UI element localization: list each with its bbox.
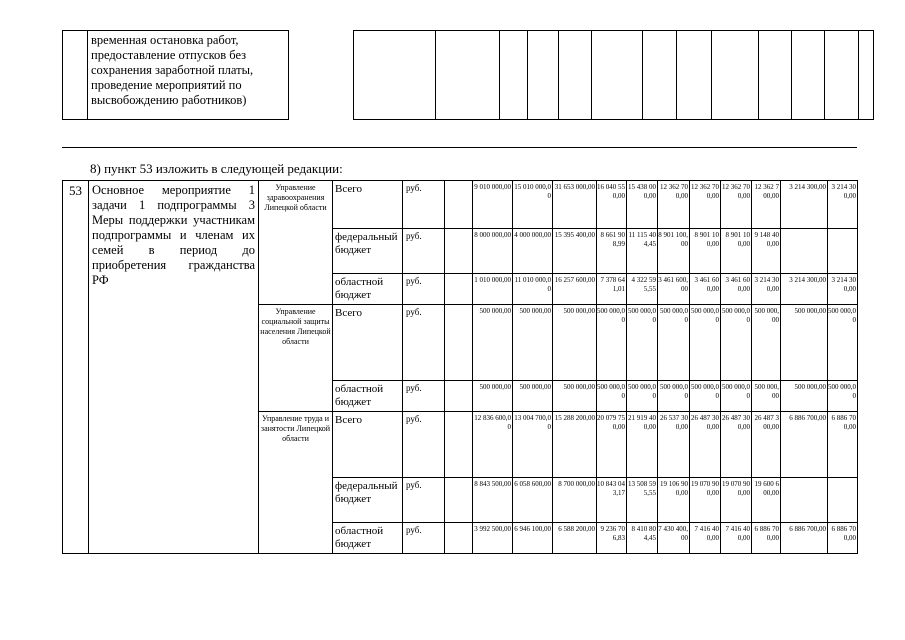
funding-source: федеральный бюджет bbox=[333, 478, 403, 523]
table-cell bbox=[825, 31, 859, 120]
amount-cell: 7 430 400,00 bbox=[658, 523, 690, 554]
table-cell bbox=[759, 31, 792, 120]
amount-cell: 13 508 595,55 bbox=[627, 478, 658, 523]
amount-cell: 15 438 000,00 bbox=[627, 181, 658, 229]
executor-name: Управление труда и занятости Липецкой области bbox=[259, 412, 333, 554]
amount-cell: 15 395 400,00 bbox=[553, 229, 597, 274]
amount-cell: 6 886 700,00 bbox=[752, 523, 781, 554]
unit-cell: руб. bbox=[403, 478, 445, 523]
amount-cell: 26 487 300,00 bbox=[721, 412, 752, 478]
amount-cell: 26 487 300,00 bbox=[690, 412, 721, 478]
table-cell bbox=[559, 31, 592, 120]
amount-cell: 26 537 300,00 bbox=[658, 412, 690, 478]
amount-cell: 500 000,00 bbox=[473, 305, 513, 381]
empty-cell bbox=[445, 181, 473, 229]
amount-cell: 13 004 700,00 bbox=[513, 412, 553, 478]
unit-cell: руб. bbox=[403, 523, 445, 554]
previous-table-fragment bbox=[62, 30, 874, 120]
funding-source: Всего bbox=[333, 305, 403, 381]
amount-cell: 20 079 750,00 bbox=[597, 412, 627, 478]
amount-cell: 8 901 100,00 bbox=[721, 229, 752, 274]
unit-cell: руб. bbox=[403, 181, 445, 229]
empty-cell bbox=[445, 523, 473, 554]
amount-cell: 3 461 600,00 bbox=[658, 274, 690, 305]
amount-cell: 12 362 700,00 bbox=[658, 181, 690, 229]
amount-cell: 26 487 300,00 bbox=[752, 412, 781, 478]
amount-cell: 16 257 600,00 bbox=[553, 274, 597, 305]
amount-cell: 3 214 300,00 bbox=[752, 274, 781, 305]
unit-cell: руб. bbox=[403, 274, 445, 305]
amount-cell: 500 000,00 bbox=[627, 305, 658, 381]
amount-cell: 500 000,00 bbox=[828, 305, 858, 381]
amount-cell: 500 000,00 bbox=[781, 381, 828, 412]
amount-cell: 500 000,00 bbox=[752, 305, 781, 381]
table-cell bbox=[354, 31, 436, 120]
amount-cell: 12 362 700,00 bbox=[752, 181, 781, 229]
amount-cell: 15 288 200,00 bbox=[553, 412, 597, 478]
amount-cell: 19 600 600,00 bbox=[752, 478, 781, 523]
amount-cell: 6 946 100,00 bbox=[513, 523, 553, 554]
amount-cell: 500 000,00 bbox=[690, 381, 721, 412]
amount-cell: 8 901 100,00 bbox=[690, 229, 721, 274]
amount-cell: 3 461 600,00 bbox=[721, 274, 752, 305]
amount-cell: 6 058 600,00 bbox=[513, 478, 553, 523]
table-cell bbox=[677, 31, 712, 120]
amount-cell: 8 000 000,00 bbox=[473, 229, 513, 274]
amount-cell: 500 000,00 bbox=[658, 305, 690, 381]
amount-cell: 12 362 700,00 bbox=[690, 181, 721, 229]
unit-cell: руб. bbox=[403, 229, 445, 274]
table-cell bbox=[528, 31, 559, 120]
amount-cell: 500 000,00 bbox=[627, 381, 658, 412]
amount-cell: 19 070 900,00 bbox=[690, 478, 721, 523]
amount-cell: 3 992 500,00 bbox=[473, 523, 513, 554]
amount-cell bbox=[828, 478, 858, 523]
amount-cell: 1 010 000,00 bbox=[473, 274, 513, 305]
table-cell bbox=[643, 31, 677, 120]
amount-cell: 12 362 700,00 bbox=[721, 181, 752, 229]
amount-cell: 500 000,00 bbox=[721, 381, 752, 412]
amount-cell: 500 000,00 bbox=[597, 305, 627, 381]
amount-cell: 3 214 300,00 bbox=[781, 274, 828, 305]
amount-cell: 12 836 600,00 bbox=[473, 412, 513, 478]
amount-cell: 21 919 400,00 bbox=[627, 412, 658, 478]
amount-cell bbox=[781, 478, 828, 523]
executor-name: Управление социальной защиты населения Липецкой области bbox=[259, 305, 333, 412]
amount-cell: 19 106 900,00 bbox=[658, 478, 690, 523]
table-row bbox=[63, 31, 874, 120]
amount-cell: 4 000 000,00 bbox=[513, 229, 553, 274]
amount-cell: 3 214 300,00 bbox=[781, 181, 828, 229]
funding-source: областной бюджет bbox=[333, 274, 403, 305]
table-cell bbox=[592, 31, 643, 120]
measure-table bbox=[62, 180, 858, 554]
funding-source: федеральный бюджет bbox=[333, 229, 403, 274]
empty-cell bbox=[445, 274, 473, 305]
table-cell bbox=[88, 31, 289, 120]
amount-cell: 6 886 700,00 bbox=[781, 412, 828, 478]
amount-cell: 6 886 700,00 bbox=[781, 523, 828, 554]
amount-cell: 500 000,00 bbox=[553, 381, 597, 412]
amount-cell: 11 115 404,45 bbox=[627, 229, 658, 274]
amount-cell: 7 416 400,00 bbox=[721, 523, 752, 554]
amount-cell: 8 661 908,99 bbox=[597, 229, 627, 274]
amount-cell: 6 588 200,00 bbox=[553, 523, 597, 554]
funding-source: Всего bbox=[333, 412, 403, 478]
amount-cell: 16 040 550,00 bbox=[597, 181, 627, 229]
table-gap bbox=[289, 31, 354, 120]
amount-cell: 500 000,00 bbox=[597, 381, 627, 412]
divider-line bbox=[62, 147, 857, 148]
fragment-text: временная остановка работ, предоставление отпусков без сохранения заработной платы, проведение мероприятий по высвобождению работников) bbox=[91, 33, 254, 107]
amount-cell: 9 148 400,00 bbox=[752, 229, 781, 274]
amount-cell: 4 322 595,55 bbox=[627, 274, 658, 305]
funding-source: областной бюджет bbox=[333, 523, 403, 554]
amount-cell: 3 461 600,00 bbox=[690, 274, 721, 305]
amount-cell: 3 214 300,00 bbox=[828, 181, 858, 229]
amount-cell: 500 000,00 bbox=[828, 381, 858, 412]
empty-cell bbox=[445, 478, 473, 523]
amount-cell: 31 653 000,00 bbox=[553, 181, 597, 229]
amount-cell: 500 000,00 bbox=[513, 381, 553, 412]
amount-cell: 8 700 000,00 bbox=[553, 478, 597, 523]
amount-cell: 8 410 804,45 bbox=[627, 523, 658, 554]
amount-cell: 7 378 641,01 bbox=[597, 274, 627, 305]
amount-cell: 9 010 000,00 bbox=[473, 181, 513, 229]
amount-cell: 500 000,00 bbox=[721, 305, 752, 381]
amount-cell: 9 236 706,83 bbox=[597, 523, 627, 554]
empty-cell bbox=[445, 305, 473, 381]
amount-cell: 6 886 700,00 bbox=[828, 412, 858, 478]
amount-cell: 500 000,00 bbox=[752, 381, 781, 412]
amount-cell: 8 901 100,00 bbox=[658, 229, 690, 274]
amendment-intro: 8) пункт 53 изложить в следующей редакции: bbox=[90, 161, 343, 176]
table-cell bbox=[712, 31, 759, 120]
executor-name: Управление здравоохранения Липецкой области bbox=[259, 181, 333, 305]
measure-name: Основное мероприятие 1 задачи 1 подпрограммы 3 Меры поддержки участникам подпрограммы и членам их семей в период до приобретения гражданства РФ bbox=[89, 181, 259, 554]
amount-cell: 500 000,00 bbox=[690, 305, 721, 381]
amount-cell: 7 416 400,00 bbox=[690, 523, 721, 554]
empty-cell bbox=[445, 412, 473, 478]
table-cell bbox=[63, 31, 88, 120]
empty-cell bbox=[445, 229, 473, 274]
unit-cell: руб. bbox=[403, 412, 445, 478]
amount-cell: 500 000,00 bbox=[781, 305, 828, 381]
funding-source: областной бюджет bbox=[333, 381, 403, 412]
amount-cell bbox=[781, 229, 828, 274]
amount-cell: 3 214 300,00 bbox=[828, 274, 858, 305]
amount-cell: 500 000,00 bbox=[658, 381, 690, 412]
amount-cell: 10 843 043,17 bbox=[597, 478, 627, 523]
amount-cell: 500 000,00 bbox=[513, 305, 553, 381]
unit-cell: руб. bbox=[403, 381, 445, 412]
table-cell bbox=[500, 31, 528, 120]
empty-cell bbox=[445, 381, 473, 412]
table-cell bbox=[859, 31, 874, 120]
amount-cell: 15 010 000,00 bbox=[513, 181, 553, 229]
unit-cell: руб. bbox=[403, 305, 445, 381]
amount-cell: 11 010 000,00 bbox=[513, 274, 553, 305]
amount-cell bbox=[828, 229, 858, 274]
amount-cell: 500 000,00 bbox=[473, 381, 513, 412]
amount-cell: 500 000,00 bbox=[553, 305, 597, 381]
amount-cell: 8 843 500,00 bbox=[473, 478, 513, 523]
funding-source: Всего bbox=[333, 181, 403, 229]
item-number: 53 bbox=[63, 181, 89, 554]
amount-cell: 19 070 900,00 bbox=[721, 478, 752, 523]
table-cell bbox=[436, 31, 500, 120]
amount-cell: 6 886 700,00 bbox=[828, 523, 858, 554]
table-cell bbox=[792, 31, 825, 120]
table-row bbox=[63, 181, 858, 229]
